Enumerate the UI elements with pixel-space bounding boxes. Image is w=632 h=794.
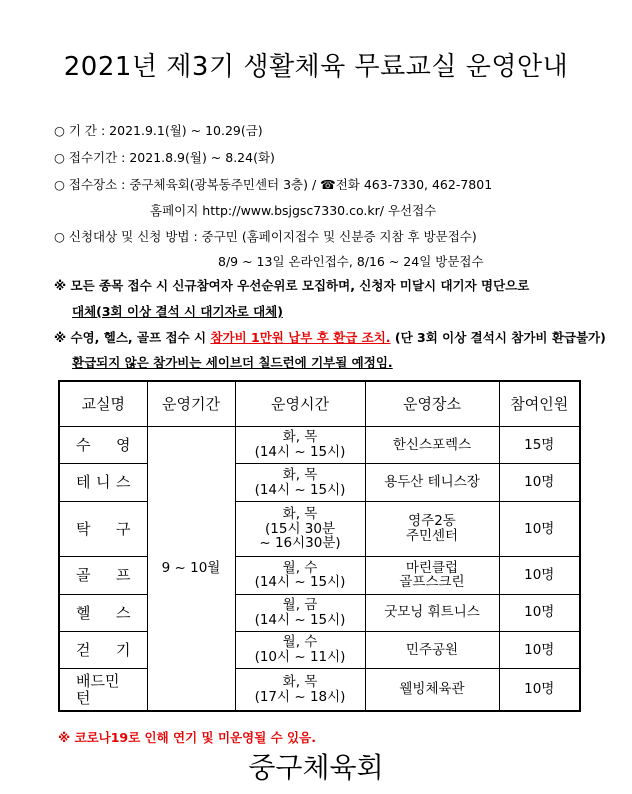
count-cell: 10명 xyxy=(499,501,580,556)
place-cell xyxy=(365,669,499,711)
time-days: 화, 목 xyxy=(282,429,318,446)
note-fee-line2: 환급되지 않은 참가비는 세이브더 칠드런에 기부될 예정임. xyxy=(72,355,393,370)
place-name-line2: 골프스크린 xyxy=(399,574,465,591)
class-name: 수 영 xyxy=(59,427,147,464)
note-fee-part3: (단 3회 이상 결석시 참가비 환급불가) xyxy=(390,330,606,345)
time-hours: (14시 ~ 15시) xyxy=(254,611,346,628)
time-cell xyxy=(235,557,365,594)
class-name: 걷 기 xyxy=(59,632,147,669)
time-days: 화, 목 xyxy=(282,505,318,522)
time-cell xyxy=(235,632,365,669)
place-name: 굿모닝 휘트니스 xyxy=(384,604,480,621)
dates-line: 8/9 ~ 13일 온라인접수, 8/16 ~ 24일 방문접수 xyxy=(218,254,484,269)
class-name: 탁 구 xyxy=(59,501,147,556)
table-row xyxy=(59,501,580,556)
time-hours-end: ~ 16시30분) xyxy=(259,535,341,552)
reception-period-line: ○ 접수기간 : 2021.8.9(월) ~ 8.24(화) xyxy=(54,150,275,165)
class-name: 배드민턴 xyxy=(59,669,147,711)
place-cell xyxy=(365,464,499,501)
note-priority-line2: 대체(3회 이상 결석 시 대기자로 대체) xyxy=(72,304,283,319)
page-title: 2021년 제3기 생활체육 무료교실 운영안내 xyxy=(63,52,569,82)
place-cell xyxy=(365,501,499,556)
count-cell: 10명 xyxy=(499,632,580,669)
time-cell xyxy=(235,464,365,501)
note-fee-highlight: 참가비 1만원 납부 후 환급 조치. xyxy=(210,330,391,345)
table-row xyxy=(59,632,580,669)
organizer-name: 중구체육회 xyxy=(248,751,384,784)
place-name: 용두산 테니스장 xyxy=(384,474,480,491)
note-fee-part1: ※ 수영, 헬스, 골프 접수 시 xyxy=(54,330,211,345)
time-cell xyxy=(235,427,365,464)
class-name: 테 니 스 xyxy=(59,464,147,501)
place-cell xyxy=(365,557,499,594)
header-place: 운영장소 xyxy=(365,381,499,427)
count-cell: 10명 xyxy=(499,557,580,594)
count-cell: 10명 xyxy=(499,594,580,631)
table-row xyxy=(59,669,580,711)
time-cell xyxy=(235,501,365,556)
time-hours: (15시 30분 xyxy=(265,520,335,537)
place-name: 마린클럽 xyxy=(405,559,459,576)
time-hours: (10시 ~ 11시) xyxy=(254,649,346,666)
schedule-table xyxy=(58,380,581,712)
place-name: 영주2동 xyxy=(408,513,456,530)
time-hours: (14시 ~ 15시) xyxy=(254,444,346,461)
table-row xyxy=(59,594,580,631)
place-cell xyxy=(365,427,499,464)
place-cell xyxy=(365,594,499,631)
period-line: ○ 기 간 : 2021.9.1(월) ~ 10.29(금) xyxy=(54,123,263,138)
class-name: 골 프 xyxy=(59,557,147,594)
header-class-name: 교실명 xyxy=(59,381,147,427)
covid-note: ※ 코로나19로 인해 연기 및 미운영될 수 있음. xyxy=(58,730,316,745)
table-row xyxy=(59,427,580,464)
header-period: 운영기간 xyxy=(147,381,235,427)
eligibility-line: ○ 신청대상 및 신청 방법 : 중구민 (홈페이지접수 및 신분증 지참 후 방문접수) xyxy=(54,229,477,244)
count-cell: 10명 xyxy=(499,669,580,711)
time-days: 월, 수 xyxy=(282,559,318,576)
table-row xyxy=(59,464,580,501)
note-fee-line1 xyxy=(54,328,606,346)
homepage-line: 홈페이지 http://www.bsjgsc7330.co.kr/ 우선접수 xyxy=(150,203,437,218)
time-days: 화, 목 xyxy=(282,673,318,690)
count-cell: 10명 xyxy=(499,464,580,501)
place-name: 웰빙체육관 xyxy=(399,681,465,698)
time-hours: (17시 ~ 18시) xyxy=(254,688,346,705)
time-days: 월, 수 xyxy=(282,634,318,651)
time-cell xyxy=(235,669,365,711)
place-name: 민주공원 xyxy=(405,641,459,658)
time-days: 화, 목 xyxy=(282,466,318,483)
class-name: 헬 스 xyxy=(59,594,147,631)
place-cell xyxy=(365,632,499,669)
note-priority-line1: ※ 모든 종목 접수 시 신규참여자 우선순위로 모집하며, 신청자 미달시 대기자 명단으로 xyxy=(54,278,530,293)
header-time: 운영시간 xyxy=(235,381,365,427)
time-days: 월, 금 xyxy=(282,596,318,613)
time-cell xyxy=(235,594,365,631)
header-count: 참여인원 xyxy=(499,381,580,427)
period-cell: 9 ~ 10월 xyxy=(147,427,235,712)
table-header-row xyxy=(59,381,580,427)
reception-place-line: ○ 접수장소 : 중구체육회(광복동주민센터 3층) / ☎전화 463-7330, 462-7801 xyxy=(54,177,493,192)
place-name-line2: 주민센터 xyxy=(405,528,459,545)
table-row xyxy=(59,557,580,594)
time-hours: (14시 ~ 15시) xyxy=(254,574,346,591)
count-cell: 15명 xyxy=(499,427,580,464)
time-hours: (14시 ~ 15시) xyxy=(254,481,346,498)
place-name: 한신스포렉스 xyxy=(392,436,472,453)
